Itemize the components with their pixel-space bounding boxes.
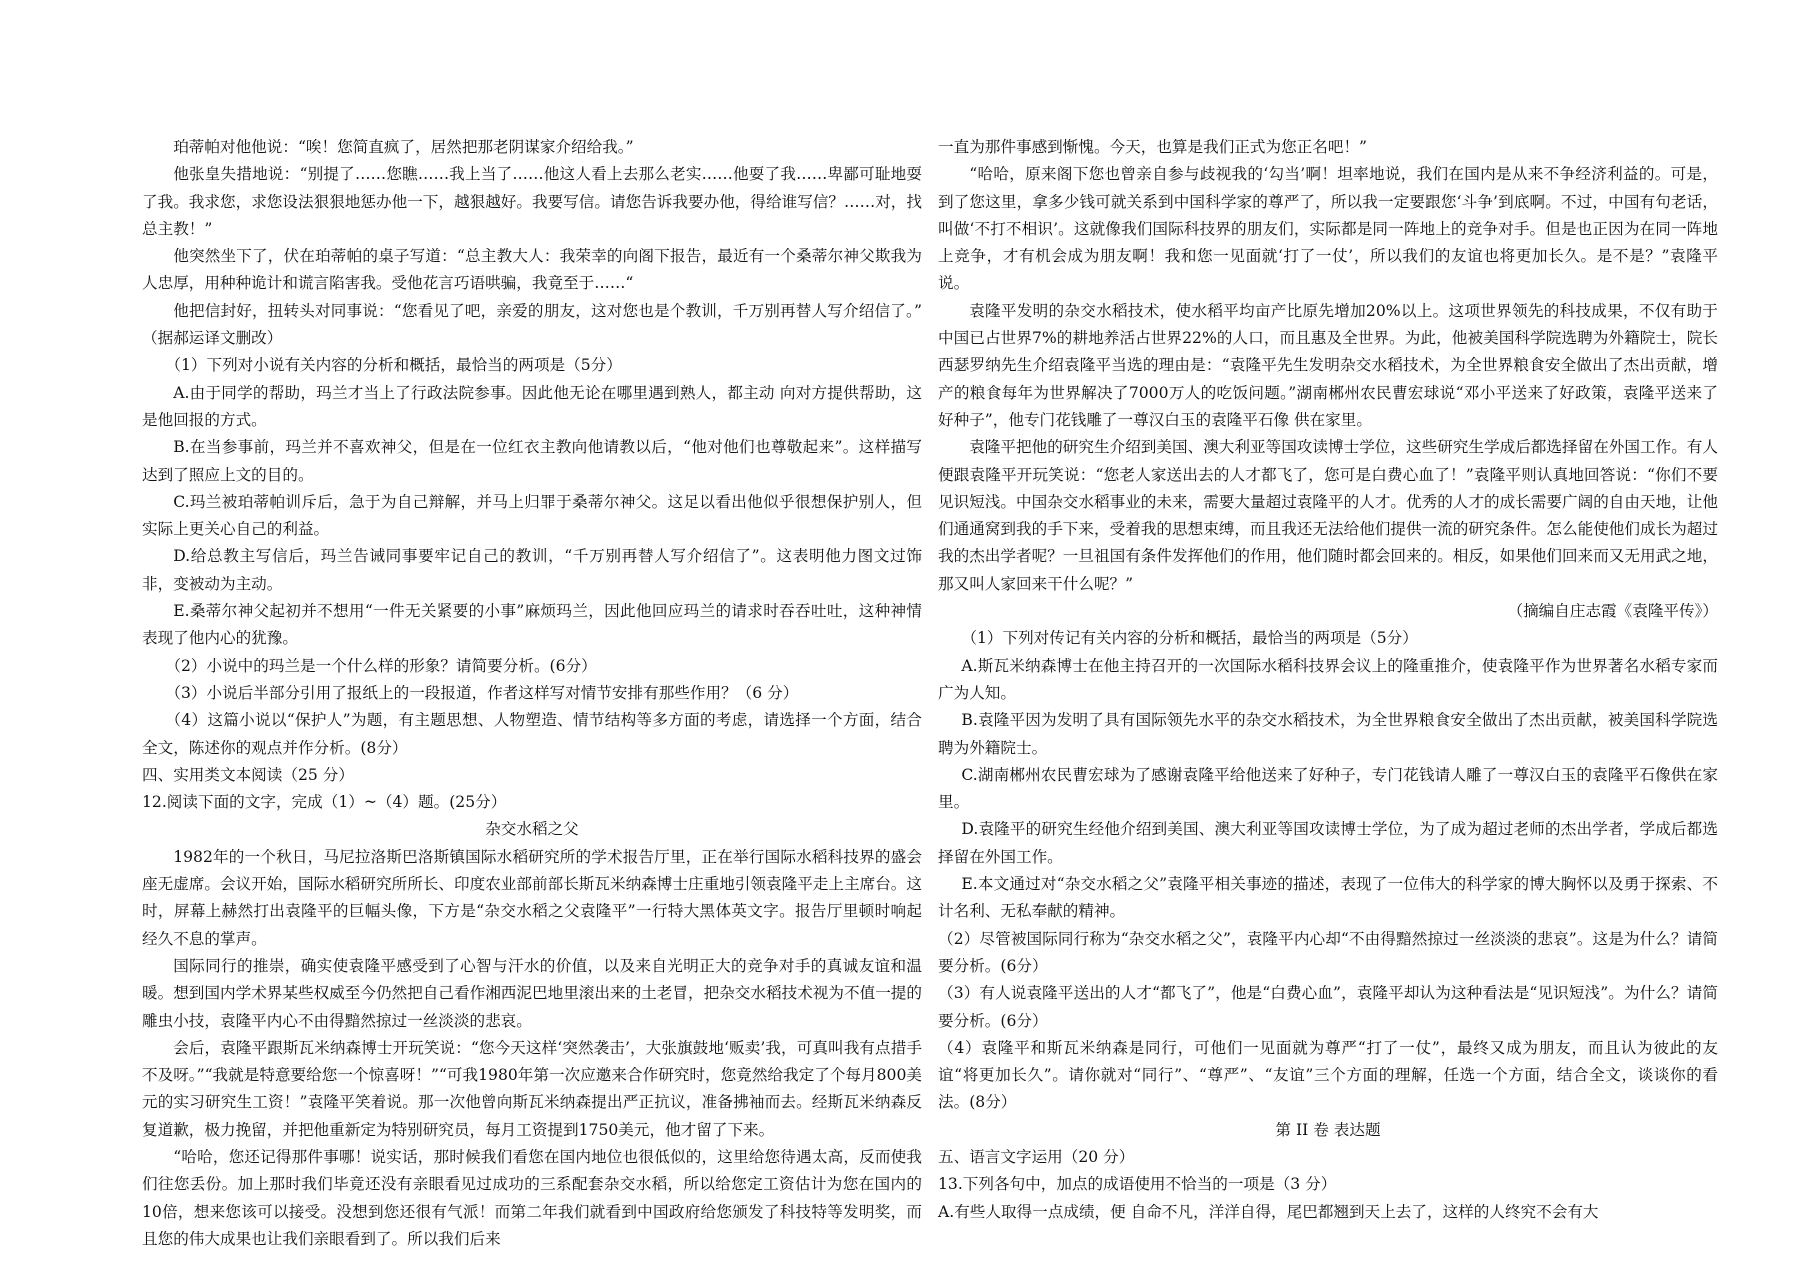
question-3: （3）小说后半部分引用了报纸上的一段报道，作者这样写对情节安排有那些作用？（6 分） [165,683,799,702]
question-2: （2）小说中的玛兰是一个什么样的形象？请简要分析。(6分） [165,656,597,675]
option-a: A.斯瓦米纳森博士在他主持召开的一次国际水稻科技界会议上的隆重推介，使袁隆平作为世界著名水稻专家而广为人知。 [938,656,1718,702]
question-1-stem: （1）下列对传记有关内容的分析和概括，最恰当的两项是（5分） [961,629,1418,648]
question-4: （4）袁隆平和斯瓦米纳森是同行，可他们一见面就为尊严“打了一仗”，最终又成为朋友，而且认为彼此的友谊“将更加长久”。请你就对“同行”、“尊严”、“友谊”三个方面的理解，任选一个方面，结合全文，谈谈你的看法。(8分） [938,1038,1718,1112]
article-paragraph: 会后，袁隆平跟斯瓦米纳森博士开玩笑说：“您今天这样‘突然袭击’，大张旗鼓地‘贩卖’我，可真叫我有点措手不及呀。”“我就是特意要给您一个惊喜呀！”“可我1980年第一次应邀来合作研究时，您竟然给我定了个每月800美元的实习研究生工资！”袁隆平笑着说。那一次他曾向斯瓦米纳森提出严正抗议，准备拂袖而去。经斯瓦米纳森反复道歉，极力挽留，并把他重新定为特别研究员，每月工资提到1750美元，他才留了下来。 [142,1038,922,1139]
article-title: 杂交水稻之父 [485,820,579,839]
article-paragraph: “哈哈，您还记得那件事哪！说实话，那时候我们看您在国内地位也很低似的，这里给您待遇太高，反而使我们往您丢份。加上那时我们毕竟还没有亲眼看见过成功的三系配套杂交水稻，所以给您定工资估计为您在国内的10倍，想来您该可以接受。没想到您还很有气派！而第二年我们就看到中国政府给您颁发了科技特等发明奖，而且您的伟大成果也让我们亲眼看到了。所以我们后来 [142,1147,922,1248]
question-2: （2）尽管被国际同行称为“杂交水稻之父”，袁隆平内心却“不由得黯然掠过一丝淡淡的悲哀”。这是为什么？请简要分析。(6分） [938,929,1718,975]
question-4: （4）这篇小说以“保护人”为题，有主题思想、人物塑造、情节结构等多方面的考虑，请选择一个方面，结合全文，陈述你的观点并作分析。(8分） [142,711,922,757]
section-4-title: 四、实用类文本阅读（25 分） [142,765,354,784]
question-12-instruction: 12.阅读下面的文字，完成（1）~（4）题。(25分） [142,793,507,812]
option-d: D.给总教主写信后，玛兰告诫同事要牢记自己的教训，“千万别再替人写介绍信了”。这表明他力图文过饰非，变被动为主动。 [142,547,922,593]
article-paragraph: 袁隆平把他的研究生介绍到美国、澳大利亚等国攻读博士学位，这些研究生学成后都选择留在外国工作。有人便跟袁隆平开玩笑说：“您老人家送出去的人才都飞了，您可是白费心血了！”袁隆平则认真地回答说：“你们不要见识短浅。中国杂交水稻事业的未来，需要大量超过袁隆平的人才。优秀的人才的成长需要广阔的自由天地，让他们通通窝到我的手下来，受着我的思想束缚，而且我还无法给他们提供一流的研究条件。怎么能使他们成长为超过我的杰出学者呢？一旦祖国有条件发挥他们的作用，他们随时都会回来的。相反，如果他们回来而又无用武之地，那又叫人家回来干什么呢？” [938,438,1718,593]
question-3: （3）有人说袁隆平送出的人才“都飞了”，他是“白费心血”，袁隆平却认为这种看法是“见识短浅”。为什么？请简要分析。(6分） [938,984,1718,1030]
option-b: B.在当参事前，玛兰并不喜欢神父，但是在一位红衣主教向他请教以后，“他对他们也尊敬起来”。这样描写达到了照应上文的目的。 [142,438,922,484]
option-d: D.袁隆平的研究生经他介绍到美国、澳大利亚等国攻读博士学位，为了成为超过老师的杰出学者，学成后都选择留在外国工作。 [938,820,1718,866]
question-1-stem: （1）下列对小说有关内容的分析和概括，最恰当的两项是（5分） [165,356,622,375]
right-column [938,134,1718,1226]
article-paragraph: “哈哈，原来阁下您也曾亲自参与歧视我的‘勾当’啊！坦率地说，我们在国内是从来不争经济利益的。可是，到了您这里，拿多少钱可就关系到中国科学家的尊严了，所以我一定要跟您‘斗争’到底啊。不过，中国有句老话，叫做‘不打不相识’。这就像我们国际科技界的朋友们，实际都是同一阵地上的竞争对手。但是也正因为在同一阵地上竞争，才有机会成为朋友啊！我和您一见面就‘打了一仗’，所以我们的友谊也将更加长久。是不是？”袁隆平说。 [938,165,1718,293]
option-c: C.湖南郴州农民曹宏球为了感谢袁隆平给他送来了好种子，专门花钱请人雕了一尊汉白玉的袁隆平石像供在家里。 [938,765,1718,812]
article-paragraph: 1982年的一个秋日，马尼拉洛斯巴洛斯镇国际水稻研究所的学术报告厅里，正在举行国际水稻科技界的盛会座无虚席。会议开始，国际水稻研究所所长、印度农业部前部长斯瓦米纳森博士庄重地引领袁隆平走上主席台。这时，屏幕上赫然打出袁隆平的巨幅头像，下方是“杂交水稻之父袁隆平”一行特大黑体英文字。报告厅里顿时响起经久不息的掌声。 [142,847,922,948]
section-5-title: 五、语言文字运用（20 分） [938,1147,1135,1166]
story-paragraph: 他张皇失措地说：“别提了……您瞧……我上当了……他这人看上去那么老实……他耍了我……卑鄙可耻地耍了我。我求您，求您设法狠狠地惩办他一下，越狠越好。我要写信。请您告诉我要办他，得给谁写信？……对，找总主教！” [142,165,922,238]
article-paragraph: 国际同行的推崇，确实使袁隆平感受到了心智与汗水的价值，以及来自光明正大的竞争对手的真诚友谊和温暖。想到国内学术界某些权威至今仍然把自己看作湘西泥巴地里滚出来的土老冒，把杂交水稻技术视为不值一提的雕虫小技，袁隆平内心不由得黯然掠过一丝淡淡的悲哀。 [142,956,922,1030]
story-paragraph: 他突然坐下了，伏在珀蒂帕的桌子写道：“总主教大人：我荣幸的向阁下报告，最近有一个桑蒂尔神父欺我为人忠厚，用种种诡计和谎言陷害我。受他花言巧语哄骗，我竟至于……“ [142,247,922,293]
article-paragraph: 袁隆平发明的杂交水稻技术，使水稻平均亩产比原先增加20%以上。这项世界领先的科技成果，不仅有助于中国已占世界7%的耕地养活占世界22%的人口，而且惠及全世界。为此，他被美国科学院选聘为外籍院士，院长西瑟罗纳先生介绍袁隆平当选的理由是：“袁隆平先生发明杂交水稻技术，为全世界粮食安全做出了杰出贡献，增产的粮食每年为世界解决了7000万人的吃饭问题。”湖南郴州农民曹宏球说“邓小平送来了好政策，袁隆平送来了好种子”，他专门花钱雕了一尊汉白玉的袁隆平石像 供在家里。 [938,301,1718,429]
part-2-title: 第 II 卷 表达题 [1275,1120,1381,1139]
option-e: E.本文通过对“杂交水稻之父”袁隆平相关事迹的描述，表现了一位伟大的科学家的博大胸怀以及勇于探索、不计名利、无私奉献的精神。 [938,875,1718,921]
article-source: （摘编自庄志霞《袁隆平传》） [1507,602,1718,621]
article-paragraph: 一直为那件事感到惭愧。今天，也算是我们正式为您正名吧！” [938,138,1368,156]
option-e: E.桑蒂尔神父起初并不想用“一件无关紧要的小事”麻烦玛兰，因此他回应玛兰的请求时吞吞吐吐，这种神情表现了他内心的犹豫。 [142,602,922,648]
option-c: C.玛兰被珀蒂帕训斥后，急于为自己辩解，并马上归罪于桑蒂尔神父。这足以看出他似乎很想保护别人，但实际上更关心自己的利益。 [142,492,922,539]
option-a: A.由于同学的帮助，玛兰才当上了行政法院参事。因此他无论在哪里遇到熟人，都主动 向对方提供帮助，这是他回报的方式。 [142,383,922,429]
option-b: B.袁隆平因为发明了具有国际领先水平的杂交水稻技术，为全世界粮食安全做出了杰出贡献，被美国科学院选聘为外籍院士。 [938,711,1718,757]
question-13-option-a: A.有些人取得一点成绩，便 自命不凡，洋洋自得，尾巴都翘到天上去了，这样的人终究不会有大 [938,1202,1599,1221]
question-13-stem: 13.下列各句中，加点的成语使用不恰当的一项是（3 分） [938,1175,1337,1194]
story-paragraph: 珀蒂帕对他他说：“唉！您简直疯了，居然把那老阴谋家介绍给我。” [173,138,634,156]
left-column [142,134,922,1253]
story-paragraph: 他把信封好，扭转头对同事说：“您看见了吧，亲爱的朋友，这对您也是个教训，千万别再替人写介绍信了。” （据郝运译文删改） [142,301,922,348]
